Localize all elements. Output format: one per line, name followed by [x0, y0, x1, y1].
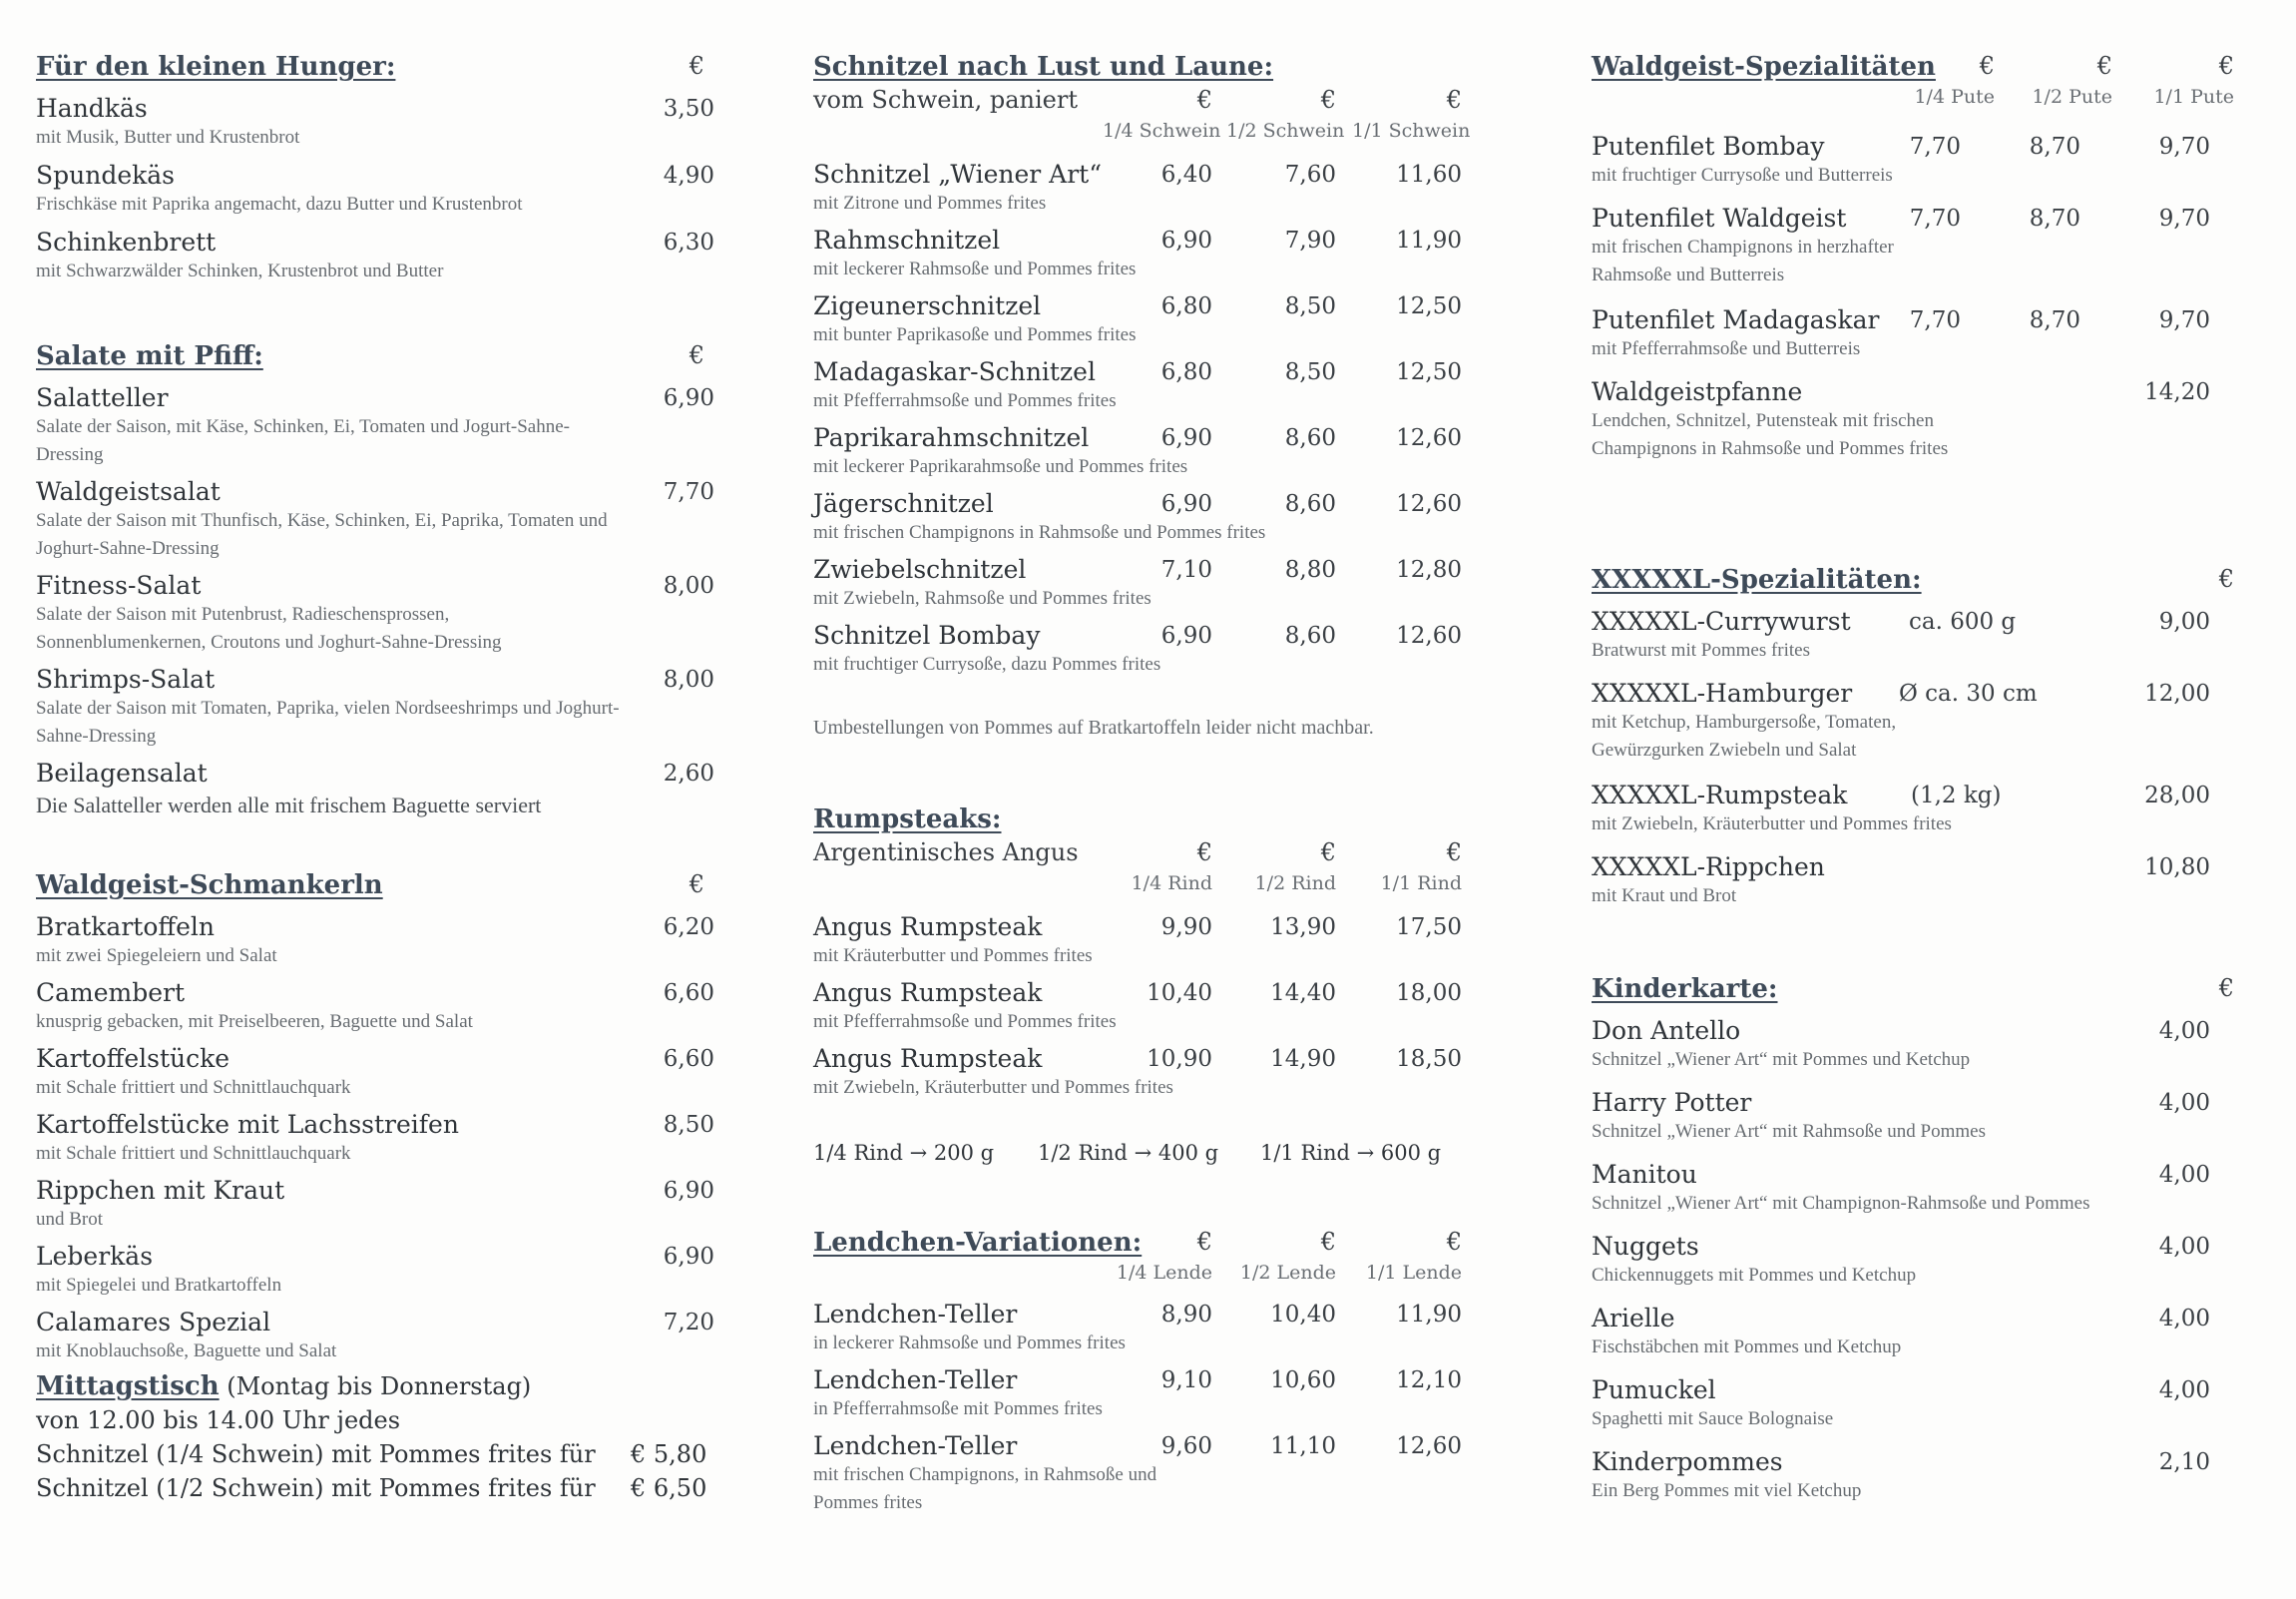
item-desc: mit Zwiebeln, Kräuterbutter und Pommes frites — [1592, 813, 1952, 834]
item-price: 6,30 — [663, 230, 714, 256]
item-price: 4,90 — [663, 163, 714, 189]
column-header: 1/1 Rind — [1380, 872, 1462, 894]
section-title: Salate mit Pfiff: — [36, 341, 263, 371]
section-title: Für den kleinen Hunger: — [36, 52, 396, 82]
item-price-half: 8,70 — [2029, 307, 2080, 333]
menu-item — [36, 1176, 714, 1234]
item-name: Nuggets — [1592, 1232, 1699, 1261]
item-price-full: 11,60 — [1396, 162, 1462, 188]
item-desc: in Pfefferrahmsoße mit Pommes frites — [813, 1398, 1103, 1419]
item-price-quarter: 6,90 — [1160, 491, 1212, 517]
currency-label: € — [2218, 52, 2234, 80]
item-price-half: 8,80 — [1284, 557, 1336, 583]
schnitzel-note: Umbestellungen von Pommes auf Bratkartoffeln leider nicht machbar. — [813, 717, 1374, 739]
item-desc: mit Spiegelei und Bratkartoffeln — [36, 1275, 282, 1296]
item-desc: Schnitzel „Wiener Art“ mit Champignon-Rahmsoße und Pommes — [1592, 1193, 2090, 1214]
item-price-quarter: 10,90 — [1147, 1046, 1212, 1072]
item-price: 6,60 — [663, 1046, 714, 1072]
column-header: 1/2 Rind — [1254, 872, 1336, 894]
menu-item — [813, 912, 1502, 970]
column-header: 1/2 Schwein — [1226, 120, 1345, 142]
item-price-half: 8,60 — [1284, 623, 1336, 649]
menu-item — [813, 621, 1502, 679]
item-name: Angus Rumpsteak — [813, 1044, 1043, 1073]
item-price-half: 8,60 — [1284, 425, 1336, 451]
item-price-full: 12,60 — [1396, 623, 1462, 649]
item-desc: mit Musik, Butter und Krustenbrot — [36, 127, 300, 148]
item-name: Lendchen-Teller — [813, 1300, 1018, 1329]
item-name: XXXXXL-Currywurst — [1592, 607, 1851, 636]
item-price-half: 7,60 — [1284, 162, 1336, 188]
item-name: Lendchen-Teller — [813, 1365, 1018, 1394]
item-price-full: 9,70 — [2158, 206, 2210, 232]
menu-item — [36, 912, 714, 970]
item-desc: mit fruchtiger Currysoße, dazu Pommes frites — [813, 654, 1161, 675]
menu-item — [1592, 1016, 2270, 1074]
item-name: Putenfilet Madagaskar — [1592, 305, 1880, 334]
item-name: Harry Potter — [1592, 1088, 1752, 1117]
menu-item — [1592, 1304, 2270, 1361]
item-price: 4,00 — [2158, 1306, 2210, 1332]
item-desc: mit zwei Spiegeleiern und Salat — [36, 945, 277, 966]
item-price: 28,00 — [2144, 783, 2210, 808]
item-desc: mit frischen Champignons, in Rahmsoße und Pommes frites — [813, 1464, 1157, 1513]
item-price-half: 8,70 — [2029, 206, 2080, 232]
weight-info-quarter: 1/4 Rind → 200 g — [813, 1141, 995, 1165]
item-price: 8,50 — [663, 1112, 714, 1138]
item-price-quarter: 6,90 — [1160, 425, 1212, 451]
item-price-quarter: 7,70 — [1909, 134, 1961, 160]
item-desc: mit Pfefferrahmsoße und Pommes frites — [813, 1011, 1117, 1032]
item-desc: Lendchen, Schnitzel, Putensteak mit frischen Champignons in Rahmsoße und Pommes frites — [1592, 410, 1949, 459]
item-desc: Ein Berg Pommes mit viel Ketchup — [1592, 1480, 1862, 1501]
item-price-full: 18,00 — [1396, 980, 1462, 1006]
item-price-quarter: 7,70 — [1909, 307, 1961, 333]
column-header: 1/2 Lende — [1239, 1262, 1336, 1284]
menu-item — [813, 357, 1502, 415]
section-subtitle: Argentinisches Angus — [813, 838, 1079, 866]
item-size: Ø ca. 30 cm — [1899, 681, 2038, 707]
item-name: Manitou — [1592, 1160, 1697, 1189]
item-price-half: 8,70 — [2029, 134, 2080, 160]
item-price-quarter: 8,90 — [1160, 1302, 1212, 1328]
item-desc: mit Pfefferrahmsoße und Pommes frites — [813, 390, 1117, 411]
item-desc: mit Zitrone und Pommes frites — [813, 193, 1047, 214]
item-price-half: 14,40 — [1270, 980, 1336, 1006]
menu-item — [1592, 1232, 2270, 1290]
currency-label: € — [1320, 86, 1336, 114]
section-title: Rumpsteaks: — [813, 804, 1002, 834]
mittag-title: Mittagstisch — [36, 1371, 220, 1401]
item-price: 8,00 — [663, 667, 714, 693]
menu-item — [813, 489, 1502, 547]
item-desc: mit Schwarzwälder Schinken, Krustenbrot und Butter — [36, 261, 444, 281]
menu-item — [813, 1431, 1502, 1517]
item-price: 6,20 — [663, 914, 714, 940]
item-name: Arielle — [1592, 1304, 1675, 1332]
currency-label: € — [689, 52, 704, 80]
item-desc: mit Zwiebeln, Kräuterbutter und Pommes frites — [813, 1077, 1173, 1098]
menu-item — [813, 226, 1502, 283]
item-desc: Schnitzel „Wiener Art“ mit Pommes und Ketchup — [1592, 1049, 1971, 1070]
item-name: Lendchen-Teller — [813, 1431, 1018, 1460]
item-price-quarter: 6,40 — [1160, 162, 1212, 188]
item-desc: knusprig gebacken, mit Preiselbeeren, Baguette und Salat — [36, 1011, 473, 1032]
item-desc: mit fruchtiger Currysoße und Butterreis — [1592, 165, 1893, 186]
item-name: XXXXXL-Rumpsteak — [1592, 781, 1848, 809]
item-name: Putenfilet Waldgeist — [1592, 204, 1847, 233]
item-desc: Bratwurst mit Pommes frites — [1592, 640, 1811, 661]
item-price: 6,60 — [663, 980, 714, 1006]
item-name: XXXXXL-Hamburger — [1592, 679, 1853, 708]
menu-item — [36, 94, 714, 152]
item-price: 3,50 — [663, 96, 714, 122]
section-subtitle: vom Schwein, paniert — [813, 86, 1078, 114]
item-desc: mit leckerer Paprikarahmsoße und Pommes frites — [813, 456, 1188, 477]
menu-item — [1592, 1088, 2270, 1146]
item-name: Madagaskar-Schnitzel — [813, 357, 1096, 386]
mittag-line-1 — [36, 1369, 531, 1403]
mittag-line-2: von 12.00 bis 14.00 Uhr jedes — [36, 1406, 401, 1434]
item-price-quarter: 9,10 — [1160, 1367, 1212, 1393]
menu-item — [36, 1044, 714, 1102]
menu-item — [1592, 781, 2270, 838]
menu-item — [1592, 1160, 2270, 1218]
item-price-half: 8,50 — [1284, 293, 1336, 319]
item-price: 6,90 — [663, 385, 714, 411]
currency-label: € — [1979, 52, 1995, 80]
column-header: 1/1 Pute — [2153, 86, 2234, 108]
column-header: 1/4 Rind — [1131, 872, 1212, 894]
item-price-quarter: 9,90 — [1160, 914, 1212, 940]
item-price-quarter: 6,90 — [1160, 228, 1212, 254]
menu-item — [36, 1308, 714, 1365]
menu-item — [36, 571, 714, 657]
item-price-half: 7,90 — [1284, 228, 1336, 254]
column-header: 1/4 Pute — [1914, 86, 1995, 108]
menu-item — [36, 1242, 714, 1300]
item-name: Beilagensalat — [36, 759, 208, 788]
item-price-half: 13,90 — [1270, 914, 1336, 940]
item-price-full: 18,50 — [1396, 1046, 1462, 1072]
item-name: Jägerschnitzel — [813, 489, 994, 518]
menu-item — [1592, 305, 2270, 363]
weight-info-full: 1/1 Rind → 600 g — [1260, 1141, 1442, 1165]
item-desc: mit leckerer Rahmsoße und Pommes frites — [813, 259, 1137, 279]
item-desc: mit frischen Champignons in Rahmsoße und Pommes frites — [813, 522, 1266, 543]
item-price-quarter: 6,90 — [1160, 623, 1212, 649]
item-price: 10,80 — [2144, 854, 2210, 880]
currency-label: € — [1320, 1228, 1336, 1256]
item-name: Shrimps-Salat — [36, 665, 216, 694]
currency-label: € — [689, 341, 704, 369]
menu-item — [813, 423, 1502, 481]
item-price: 4,00 — [2158, 1018, 2210, 1044]
item-name: Kartoffelstücke mit Lachsstreifen — [36, 1110, 459, 1139]
item-price-half: 8,60 — [1284, 491, 1336, 517]
item-name: Waldgeistpfanne — [1592, 377, 1803, 406]
item-desc: in leckerer Rahmsoße und Pommes frites — [813, 1332, 1126, 1353]
item-name: Rahmschnitzel — [813, 226, 1001, 255]
item-price-full: 17,50 — [1396, 914, 1462, 940]
item-size: ca. 600 g — [1909, 609, 2017, 635]
item-desc: mit bunter Paprikasoße und Pommes frites — [813, 324, 1137, 345]
menu-item — [813, 555, 1502, 613]
item-name: Kartoffelstücke — [36, 1044, 230, 1073]
menu-item — [813, 291, 1502, 349]
item-name: Zwiebelschnitzel — [813, 555, 1027, 584]
item-price-half: 11,10 — [1270, 1433, 1336, 1459]
item-price-quarter: 9,60 — [1160, 1433, 1212, 1459]
section-title: XXXXXL-Spezialitäten: — [1592, 565, 1922, 595]
item-price-quarter: 6,80 — [1160, 359, 1212, 385]
menu-item — [1592, 852, 2270, 910]
menu-item — [36, 228, 714, 285]
item-price-half: 10,40 — [1270, 1302, 1336, 1328]
menu-item — [1592, 377, 2270, 463]
menu-item — [813, 1365, 1502, 1423]
menu-item — [1592, 132, 2270, 190]
item-name: Putenfilet Bombay — [1592, 132, 1825, 161]
menu-item — [1592, 204, 2270, 289]
item-desc: mit Zwiebeln, Rahmsoße und Pommes frites — [813, 588, 1151, 609]
item-desc: Salate der Saison mit Putenbrust, Radieschensprossen, Sonnenblumenkernen, Croutons und Joghurt-Sahne-Dressing — [36, 604, 502, 653]
column-header: 1/4 Lende — [1116, 1262, 1212, 1284]
item-price-half: 8,50 — [1284, 359, 1336, 385]
mittag-days: (Montag bis Donnerstag) — [219, 1372, 532, 1400]
item-desc: Fischstäbchen mit Pommes und Ketchup — [1592, 1336, 1902, 1357]
item-desc: Chickennuggets mit Pommes und Ketchup — [1592, 1265, 1917, 1286]
item-price-full: 12,50 — [1396, 293, 1462, 319]
item-price: 4,00 — [2158, 1162, 2210, 1188]
item-price-full: 14,20 — [2144, 379, 2210, 405]
item-price-quarter: 6,80 — [1160, 293, 1212, 319]
item-price-half: 14,90 — [1270, 1046, 1336, 1072]
item-price: 8,00 — [663, 573, 714, 599]
item-desc: Schnitzel „Wiener Art“ mit Rahmsoße und Pommes — [1592, 1121, 1986, 1142]
item-price: 9,00 — [2158, 609, 2210, 635]
item-name: Fitness-Salat — [36, 571, 202, 600]
section-title: Schnitzel nach Lust und Laune: — [813, 52, 1274, 82]
menu-item — [813, 1044, 1502, 1102]
item-desc: mit frischen Champignons in herzhafter Rahmsoße und Butterreis — [1592, 237, 1894, 285]
menu-item — [36, 383, 714, 469]
item-price-full: 12,60 — [1396, 491, 1462, 517]
section-title: Waldgeist-Spezialitäten — [1592, 52, 1936, 82]
item-desc: Salate der Saison mit Tomaten, Paprika, vielen Nordseeshrimps und Joghurt-Sahne-Dressing — [36, 698, 620, 747]
mittag-line-4: Schnitzel (1/2 Schwein) mit Pommes frites für — [36, 1474, 596, 1502]
item-price-quarter: 10,40 — [1147, 980, 1212, 1006]
item-name: Paprikarahmschnitzel — [813, 423, 1090, 452]
column-header: 1/4 Schwein — [1103, 120, 1221, 142]
item-price: 6,90 — [663, 1244, 714, 1270]
item-name: Pumuckel — [1592, 1375, 1716, 1404]
item-name: Schinkenbrett — [36, 228, 217, 257]
item-price: 7,20 — [663, 1310, 714, 1335]
item-price: 7,70 — [663, 479, 714, 505]
currency-label: € — [1196, 838, 1212, 866]
item-name: Schnitzel Bombay — [813, 621, 1041, 650]
item-price: 4,00 — [2158, 1090, 2210, 1116]
item-price-full: 9,70 — [2158, 134, 2210, 160]
mittag-price-3: € 5,80 — [631, 1440, 707, 1468]
item-name: Rippchen mit Kraut — [36, 1176, 285, 1205]
currency-label: € — [2218, 565, 2234, 593]
item-price-quarter: 7,70 — [1909, 206, 1961, 232]
currency-label: € — [2096, 52, 2112, 80]
item-name: Waldgeistsalat — [36, 477, 221, 506]
menu-item — [813, 160, 1502, 218]
item-price-full: 11,90 — [1396, 1302, 1462, 1328]
mittag-price-4: € 6,50 — [631, 1474, 707, 1502]
item-name: Handkäs — [36, 94, 148, 123]
menu-item — [36, 477, 714, 563]
menu-item — [36, 161, 714, 219]
weight-info-half: 1/2 Rind → 400 g — [1038, 1141, 1219, 1165]
item-name: Spundekäs — [36, 161, 176, 190]
currency-label: € — [1196, 86, 1212, 114]
currency-label: € — [689, 870, 704, 898]
item-desc: Salate der Saison, mit Käse, Schinken, Ei, Tomaten und Jogurt-Sahne-Dressing — [36, 416, 570, 465]
item-desc: Die Salatteller werden alle mit frischem Baguette serviert — [36, 793, 542, 817]
currency-label: € — [1320, 838, 1336, 866]
item-price-full: 12,60 — [1396, 1433, 1462, 1459]
column-header: 1/1 Schwein — [1352, 120, 1471, 142]
item-price: 2,60 — [663, 761, 714, 787]
item-name: Don Antello — [1592, 1016, 1741, 1045]
section-title: Lendchen-Variationen: — [813, 1228, 1143, 1258]
item-name: Kinderpommes — [1592, 1447, 1783, 1476]
menu-item — [1592, 679, 2270, 765]
currency-label: € — [2218, 974, 2234, 1002]
menu-item — [36, 759, 714, 822]
item-desc: mit Kräuterbutter und Pommes frites — [813, 945, 1093, 966]
item-name: Zigeunerschnitzel — [813, 291, 1042, 320]
item-desc: und Brot — [36, 1209, 104, 1230]
item-name: XXXXXL-Rippchen — [1592, 852, 1825, 881]
item-desc: mit Schale frittiert und Schnittlauchquark — [36, 1077, 351, 1098]
item-price-full: 12,80 — [1396, 557, 1462, 583]
mittag-line-3: Schnitzel (1/4 Schwein) mit Pommes frites für — [36, 1440, 596, 1468]
menu-item — [36, 1110, 714, 1168]
menu-item — [36, 665, 714, 751]
item-name: Bratkartoffeln — [36, 912, 216, 941]
menu-item — [813, 978, 1502, 1036]
item-price: 4,00 — [2158, 1234, 2210, 1260]
item-price: 2,10 — [2158, 1449, 2210, 1475]
item-price-half: 10,60 — [1270, 1367, 1336, 1393]
item-price: 12,00 — [2144, 681, 2210, 707]
section-title: Waldgeist-Schmankerln — [36, 870, 383, 900]
item-desc: Salate der Saison mit Thunfisch, Käse, Schinken, Ei, Paprika, Tomaten und Joghurt-Sahne-Dressing — [36, 510, 608, 559]
item-price-full: 12,10 — [1396, 1367, 1462, 1393]
item-price-quarter: 7,10 — [1160, 557, 1212, 583]
menu-item — [1592, 607, 2270, 665]
item-desc: mit Kraut und Brot — [1592, 885, 1737, 906]
item-name: Leberkäs — [36, 1242, 154, 1271]
menu-item — [1592, 1375, 2270, 1433]
item-name: Salatteller — [36, 383, 169, 412]
item-price-full: 9,70 — [2158, 307, 2210, 333]
menu-item — [1592, 1447, 2270, 1505]
currency-label: € — [1446, 86, 1462, 114]
item-name: Angus Rumpsteak — [813, 978, 1043, 1007]
item-desc: mit Pfefferrahmsoße und Butterreis — [1592, 338, 1861, 359]
item-price: 4,00 — [2158, 1377, 2210, 1403]
column-header: 1/2 Pute — [2032, 86, 2112, 108]
section-title: Kinderkarte: — [1592, 974, 1778, 1004]
item-price-full: 11,90 — [1396, 228, 1462, 254]
item-desc: mit Knoblauchsoße, Baguette und Salat — [36, 1340, 337, 1361]
item-name: Calamares Spezial — [36, 1308, 271, 1336]
currency-label: € — [1446, 838, 1462, 866]
item-desc: mit Schale frittiert und Schnittlauchquark — [36, 1143, 351, 1164]
menu-item — [36, 978, 714, 1036]
item-price-full: 12,50 — [1396, 359, 1462, 385]
item-desc: mit Ketchup, Hamburgersoße, Tomaten, Gewürzgurken Zwiebeln und Salat — [1592, 712, 1897, 761]
item-name: Camembert — [36, 978, 186, 1007]
item-size: (1,2 kg) — [1911, 783, 2002, 808]
item-name: Schnitzel „Wiener Art“ — [813, 160, 1103, 189]
item-name: Angus Rumpsteak — [813, 912, 1043, 941]
item-desc: Spaghetti mit Sauce Bolognaise — [1592, 1408, 1834, 1429]
menu-item — [813, 1300, 1502, 1357]
item-desc: Frischkäse mit Paprika angemacht, dazu Butter und Krustenbrot — [36, 194, 523, 215]
item-price-full: 12,60 — [1396, 425, 1462, 451]
currency-label: € — [1446, 1228, 1462, 1256]
column-header: 1/1 Lende — [1365, 1262, 1462, 1284]
currency-label: € — [1196, 1228, 1212, 1256]
item-price: 6,90 — [663, 1178, 714, 1204]
